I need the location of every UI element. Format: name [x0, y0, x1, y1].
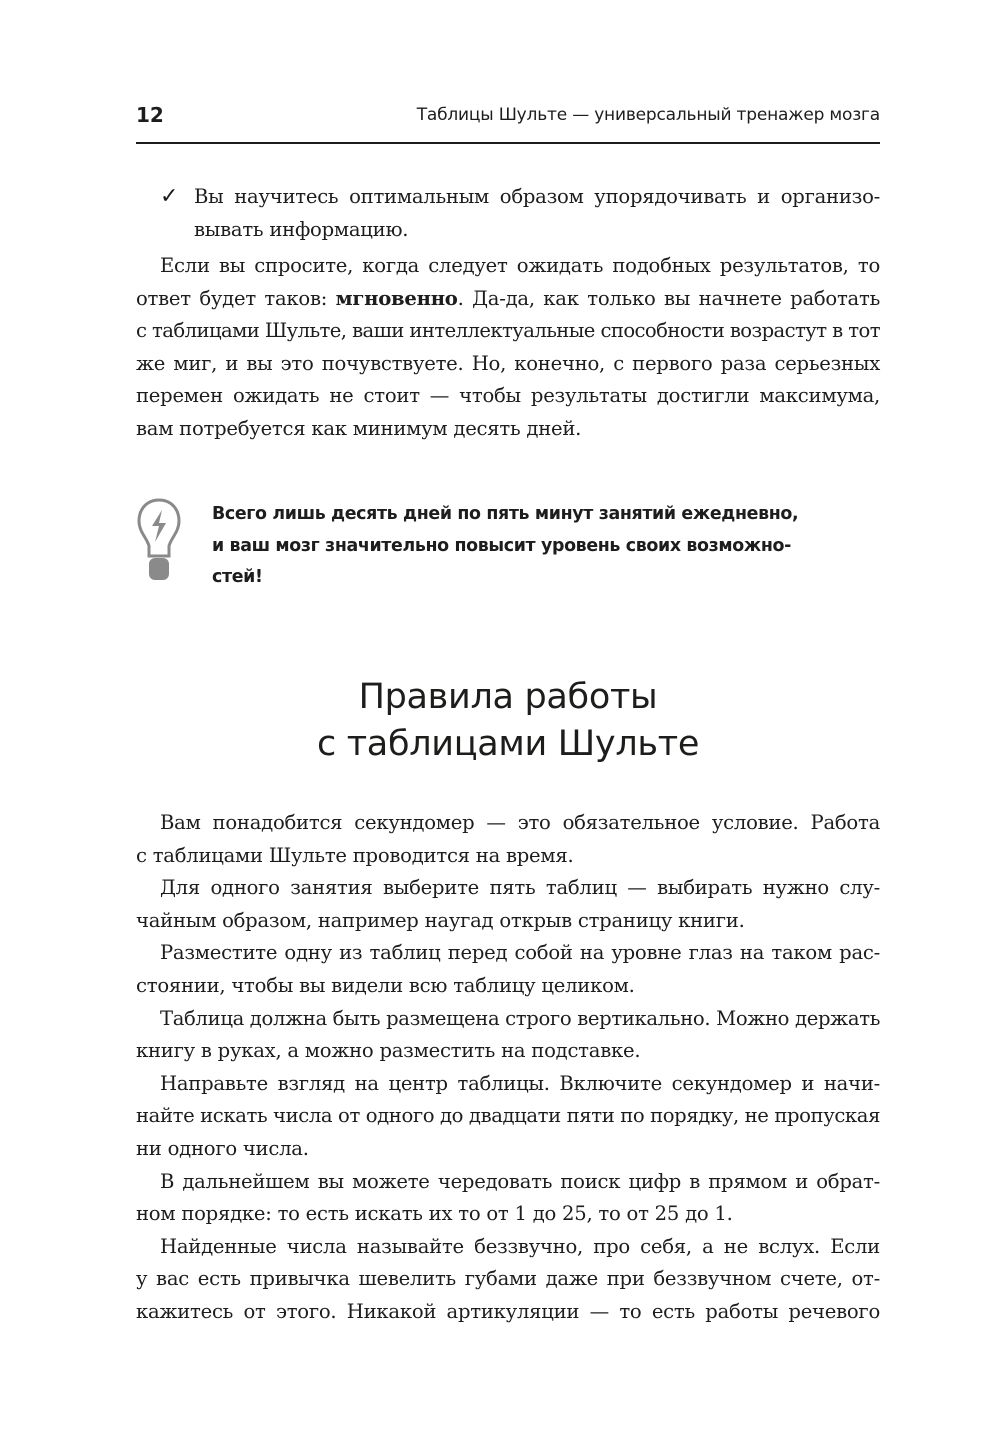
text-line: книгу в руках, а можно разместить на подставке.: [136, 1039, 641, 1063]
text-line: с таблицами Шульте, ваши интеллектуальные способности возрастут в тот: [136, 319, 880, 343]
text-line: у вас есть привычка шевелить губами даже при беззвучном счете, от-: [136, 1267, 880, 1291]
emphasis-text: мгновенно: [335, 286, 458, 310]
intro-paragraph: [136, 250, 880, 446]
text-line: Таблица должна быть размещена строго вертикально. Можно держать: [160, 1006, 881, 1030]
lightbulb-icon: [136, 496, 182, 588]
checklist-line: вывать информацию.: [194, 217, 409, 241]
checklist-text: [194, 181, 880, 246]
tip-line: Всего лишь десять дней по пять минут занятий ежедневно,: [212, 504, 799, 524]
text-line: же миг, и вы это почувствуете. Но, конечно, с первого раза серьезных: [136, 351, 880, 375]
text-line: найте искать числа от одного до двадцати пяти по порядку, не пропуская: [136, 1104, 881, 1128]
text-line: Направьте взгляд на центр таблицы. Включите секундомер и начи-: [160, 1071, 880, 1095]
text-line: Найденные числа называйте беззвучно, про себя, а не вслух. Если: [160, 1234, 880, 1258]
text-line: с таблицами Шульте проводится на время.: [136, 843, 574, 867]
header-rule: [136, 142, 880, 144]
checklist-line: Вы научитесь оптимальным образом упорядочивать и организо-: [194, 185, 880, 208]
text-line: чайным образом, например наугад открыв страницу книги.: [136, 908, 745, 932]
tip-line: стей!: [212, 567, 263, 588]
text-line: Если вы спросите, когда следует ожидать подобных результатов, то: [160, 254, 880, 277]
check-icon: ✓: [160, 184, 179, 209]
section-title-line: Правила работы: [358, 677, 658, 717]
text-line: [136, 283, 880, 316]
text-line: ном порядке: то есть искать их то от 1 до 25, то от 25 до 1.: [136, 1202, 733, 1226]
text-line: Вам понадобится секундомер — это обязательное условие. Работа: [160, 811, 880, 834]
page-number: 12: [136, 103, 164, 127]
tip-callout: [212, 499, 880, 594]
tip-line: и ваш мозг значительно повысит уровень своих возможно-: [212, 535, 791, 556]
text-line: стоянии, чтобы вы видели всю таблицу целиком.: [136, 973, 635, 997]
text-line: ни одного числа.: [136, 1136, 309, 1160]
section-title: [136, 674, 880, 768]
text-line: кажитесь от этого. Никакой артикуляции — то есть работы речевого: [136, 1299, 880, 1323]
text-line: В дальнейшем вы можете чередовать поиск цифр в прямом и обрат-: [160, 1169, 880, 1193]
running-title: Таблицы Шульте — универсальный тренажер мозга: [416, 105, 880, 125]
text-line: Для одного занятия выберите пять таблиц — выбирать нужно слу-: [160, 876, 880, 900]
text-line: перемен ожидать не стоит — чтобы результаты достигли максимума,: [136, 384, 880, 408]
section-title-line: с таблицами Шульте: [316, 724, 700, 764]
text-line: Разместите одну из таблиц перед собой на уровне глаз на таком рас-: [160, 941, 880, 965]
text-line: вам потребуется как минимум десять дней.: [136, 416, 582, 440]
text-fragment: . Да-да, как только вы начнете работать: [457, 286, 881, 310]
rules-text: [136, 807, 880, 1329]
page-header: [136, 103, 880, 133]
text-fragment: ответ будет таков:: [136, 286, 336, 310]
